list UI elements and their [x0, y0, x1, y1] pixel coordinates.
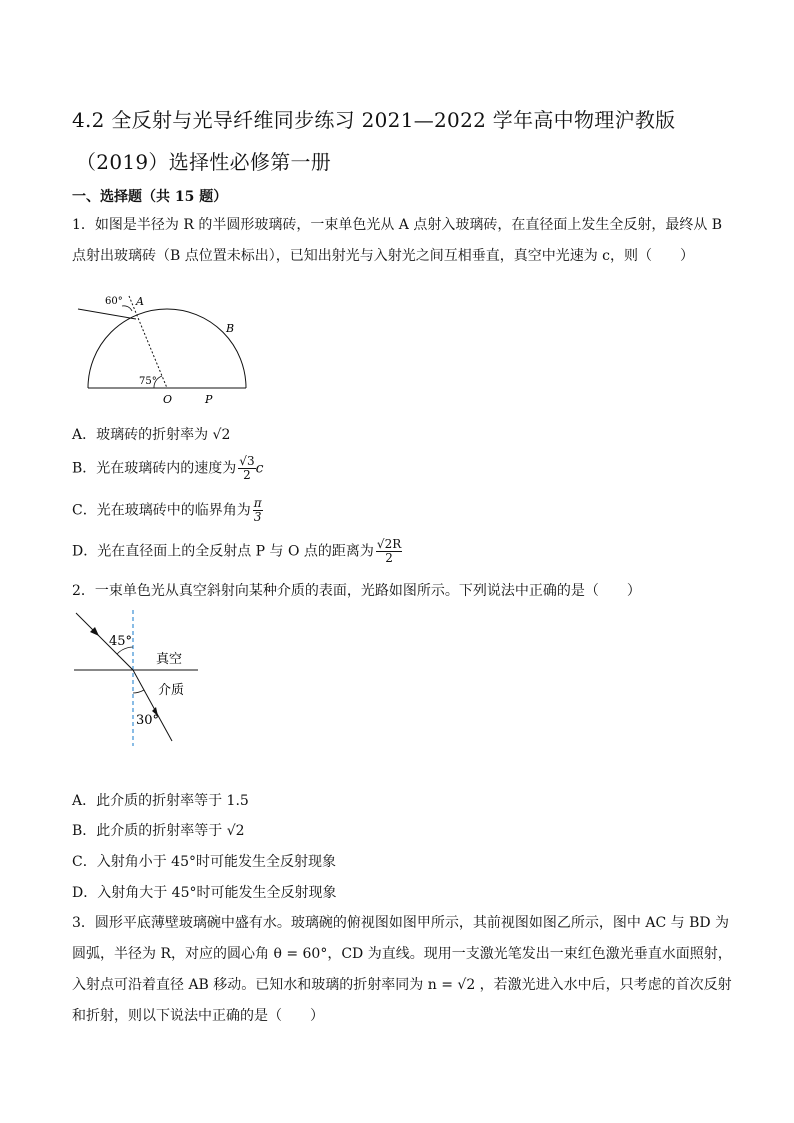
q2-text-line1: 2．一束单色光从真空斜射向某种介质的表面，光路如图所示。下列说法中正确的是（ ） — [72, 583, 641, 599]
q2-label-vacuum: 真空 — [156, 652, 183, 667]
q1-option-d-text: D．光在直径面上的全反射点 P 与 O 点的距离为 — [72, 543, 374, 560]
q2-refraction-figure — [72, 608, 212, 750]
q1-normal-line — [129, 296, 167, 388]
q3-text-line4: 和折射，则以下说法中正确的是（ ） — [72, 1008, 324, 1024]
q1-semicircle-arc — [88, 309, 246, 388]
q1-point-o: O — [163, 393, 173, 406]
q1-option-d-fraction — [376, 538, 402, 565]
q1-option-c-fraction — [253, 497, 263, 524]
q2-label-medium: 介质 — [158, 683, 185, 698]
q1-option-b-text: B．光在玻璃砖内的速度为 — [72, 460, 237, 477]
q2-option-b: B．此介质的折射率等于 √2 — [72, 823, 245, 839]
q1-text-line1: 1．如图是半径为 R 的半圆形玻璃砖，一束单色光从 A 点射入玻璃砖，在直径面上发生全反射，最终从 B — [72, 217, 723, 233]
q1-option-d-denominator: 2 — [385, 551, 393, 565]
q1-option-b — [72, 455, 263, 482]
q1-option-d — [72, 538, 402, 565]
q1-option-b-numerator: √3 — [239, 454, 255, 468]
q3-text-line1: 3．圆形平底薄壁玻璃碗中盛有水。玻璃碗的俯视图如图甲所示，其前视图如图乙所示，图中 AC 与 BD 为 — [72, 915, 730, 931]
q2-angle-arc-bottom — [133, 690, 144, 693]
q1-option-c — [72, 497, 263, 524]
q2-option-c: C．入射角小于 45°时可能发生全反射现象 — [72, 854, 336, 870]
q1-option-c-text: C．光在玻璃砖中的临界角为 — [72, 502, 251, 519]
q1-option-b-suffix: c — [255, 460, 264, 477]
q2-angle-bottom: 30° — [136, 713, 160, 728]
q1-option-b-fraction — [238, 455, 255, 482]
q1-text-line2: 点射出玻璃砖（B 点位置未标出），已知出射光与入射光之间互相垂直，真空中光速为 c，则（ ） — [72, 248, 695, 264]
q1-point-p: P — [205, 393, 213, 406]
q1-option-d-numerator: √2R — [376, 537, 402, 551]
q1-option-c-denominator: 3 — [253, 510, 262, 524]
q1-option-c-numerator: π — [253, 496, 262, 510]
q2-refracted-ray — [133, 670, 172, 741]
q3-text-line3: 入射点可沿着直径 AB 移动。已知水和玻璃的折射率同为 n = √2 ，若激光进入水中后，只考虑的首次反射 — [72, 977, 732, 993]
doc-title-line1: 4.2 全反射与光导纤维同步练习 2021—2022 学年高中物理沪教版 — [72, 108, 676, 132]
q2-option-a: A．此介质的折射率等于 1.5 — [72, 793, 249, 809]
doc-title-line2: （2019）选择性必修第一册 — [76, 150, 332, 174]
q3-text-line2: 圆弧，半径为 R，对应的圆心角 θ = 60°，CD 为直线。现用一支激光笔发出一束红色激光垂直水面照射， — [72, 946, 732, 962]
q1-option-a: A．玻璃砖的折射率为 √2 — [72, 427, 231, 443]
q1-incident-ray — [78, 309, 136, 319]
q1-point-a: A — [136, 295, 144, 308]
q1-option-b-denominator: 2 — [243, 468, 251, 482]
q1-angle-o: 75° — [139, 376, 157, 387]
q1-angle-a: 60° — [105, 296, 123, 307]
q1-semicircle-figure — [72, 288, 262, 408]
q2-angle-top: 45° — [109, 634, 133, 649]
section-heading: 一、选择题（共 15 题） — [72, 189, 228, 205]
q1-point-b: B — [226, 322, 235, 335]
q2-option-d: D．入射角大于 45°时可能发生全反射现象 — [72, 885, 337, 901]
q1-angle-arc-a — [122, 306, 132, 311]
